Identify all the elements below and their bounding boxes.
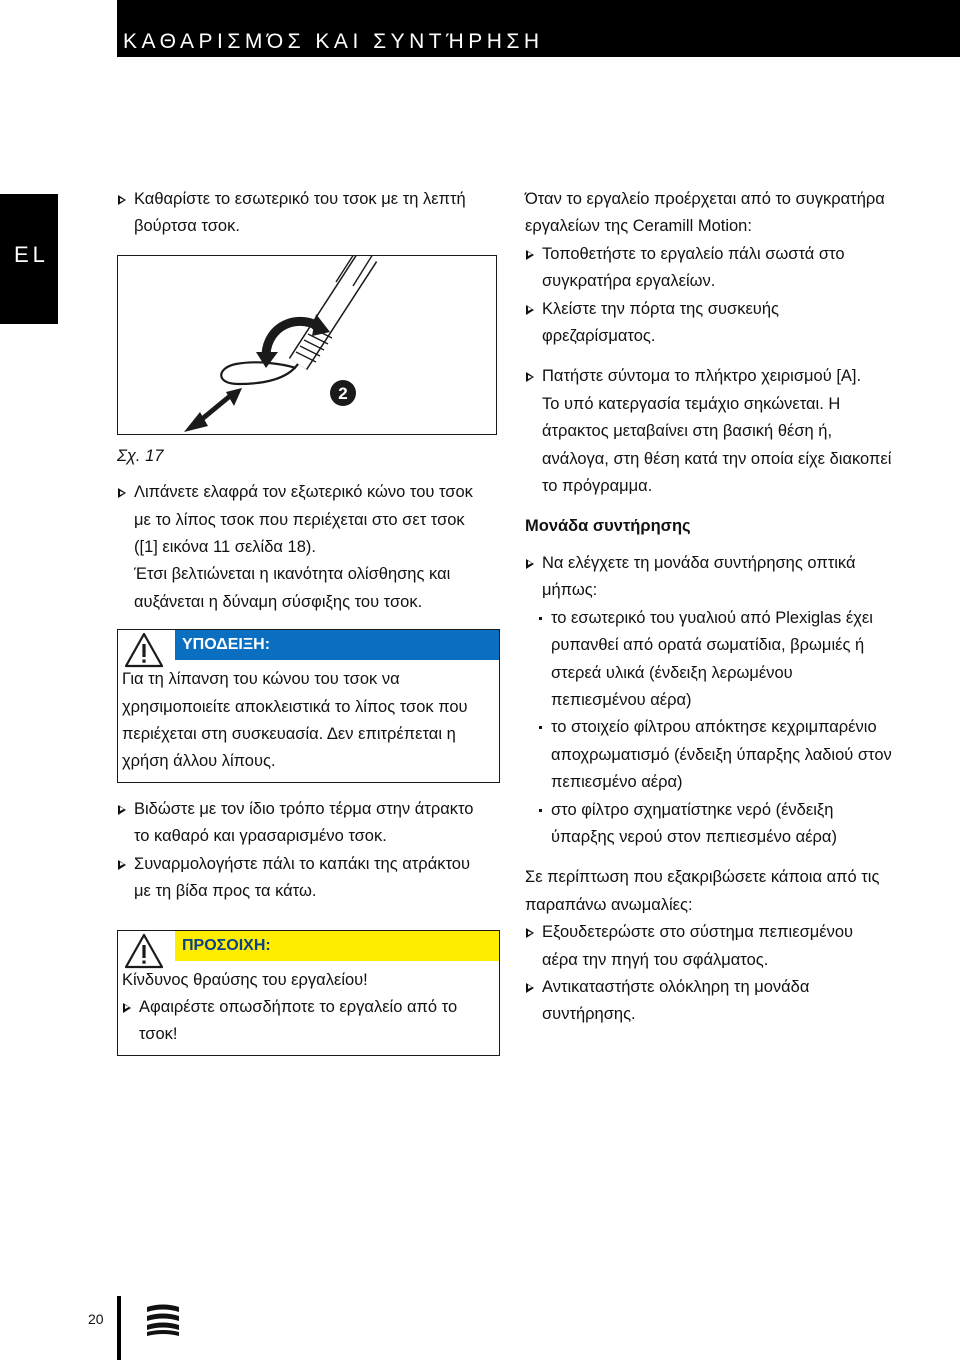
replace-bullet: Αντικαταστήστε ολόκληρη τη μονάδα συντήρησης.	[525, 974, 925, 1029]
figure-caption: Σχ. 17	[117, 446, 164, 465]
language-label: EL	[14, 242, 49, 267]
double-arrow-icon	[184, 388, 242, 432]
caution-bullet: Αφαιρέστε οπωσδήποτε το εργαλείο από το τσοκ!	[122, 994, 493, 1049]
grease-bullet: Λιπάνετε ελαφρά τον εξωτερικό κώνο του τσοκ με το λίπος τσοκ που περιέχεται στο σετ τσοκ ([1] εικόνα 11 σελίδα 18). Έτσι βελτιώνεται η ικανότητα ολίσθησης και αυξάνεται η δύναμη σύσφιξης του τσοκ.	[117, 479, 502, 616]
header-bar	[117, 0, 960, 57]
caution-line: Κίνδυνος θραύσης του εργαλείου!	[122, 970, 368, 989]
right-bullet-1: Τοποθετήστε το εργαλείο πάλι σωστά στο συγκρατήρα εργαλείων.	[525, 241, 925, 296]
figure-17	[117, 255, 497, 435]
hint-title: ΥΠΟΔΕΙΞΗ:	[175, 630, 499, 660]
vent-bullet: Εξουδετερώστε στο σύστημα πεπιεσμένου αέρα την πηγή του σφάλματος.	[525, 919, 925, 974]
sub-item: το εσωτερικό του γυαλιού από Plexiglas έχει ρυπανθεί από ορατά σωματίδια, βρωμιές ή στερεά υλικά (ένδειξη λερωμένου πεπιεσμένου αέρα)	[525, 605, 925, 715]
hint-box: ΥΠΟΔΕΙΞΗ: Για τη λίπανση του κώνου του τσοκ να χρησιμοποιείτε αποκλειστικά το λίπος τσοκ που περιέχεται στη συσκευασία. Δεν επιτρέπεται η χρήση άλλου λίπους.	[117, 629, 500, 783]
right-column: Όταν το εργαλείο προέρχεται από το συγκρατήρα εργαλείων της Ceramill Motion: Τοποθετήστε το εργαλείο πάλι σωστά στο συγκρατήρα εργαλείων. Κλείστε την πόρτα της συσκευής φρεζαρίσματος. Πατήστε σύντομα το πλήκτρο χειρισμού [A]. Το υπό κατεργασία τεμάχιο σηκώνεται. Η άτρακτος μεταβαίνει στη βασική θέση ή, ανάλογα, στη θέση κατά την οποία είχε διακοπεί το πρόγραμμα. Μονάδα συντήρησης Να ελέγχετε τη μονάδα συντήρησης οπτικά μήπως: το εσωτερικό του γυαλιού από Plexiglas έχει ρυπανθεί από ορατά σωματίδια, βρωμιές ή στερεά υλικά (ένδειξη λερωμένου πεπιεσμένου αέρα) το στοιχείο φίλτρου απόκτησε κεχριμπαρένιο αποχρωματισμό (ένδειξη ύπαρξης λαδιού στον πεπιεσμένο αέρα) στο φίλτρο σχηματίστηκε νερό (ένδειξη ύπαρξης νερού στον πεπιεσμένο αέρα) Σε περίπτωση που εξακριβώσετε κάποια από τις παραπάνω ανωμαλίες: Εξουδετερώστε στο σύστημα πεπιεσμένου αέρα την πηγή του σφάλματος. Αντικαταστήστε ολόκληρη τη μονάδα συντήρησης.	[525, 186, 925, 1029]
brush-loop-icon	[221, 362, 298, 384]
caution-title: ΠΡΟΣΟΙΧΗ:	[175, 931, 499, 961]
footer-rule	[117, 1296, 121, 1360]
right-bullet-3: Πατήστε σύντομα το πλήκτρο χειρισμού [A]. Το υπό κατεργασία τεμάχιο σηκώνεται. Η άτρακτος μεταβαίνει στη βασική θέση ή, ανάλογα, στη θέση κατά την οποία είχε διακοπεί το πρόγραμμα.	[525, 363, 925, 500]
sub-item: το στοιχείο φίλτρου απόκτησε κεχριμπαρένιο αποχρωματισμό (ένδειξη ύπαρξης λαδιού στον πεπιεσμένο αέρα)	[525, 714, 925, 796]
page-number: 20	[88, 1311, 104, 1327]
warning-triangle-icon	[124, 632, 164, 668]
screw-bullet: Βιδώστε με τον ίδιο τρόπο τέρμα στην άτρακτο το καθαρό και γρασαρισμένο τσοκ.	[117, 796, 502, 851]
page-title: ΚΑΘΑΡΙΣΜΌΣ ΚΑΙ ΣΥΝΤΉΡΗΣΗ	[123, 30, 544, 53]
sub-item: στο φίλτρο σχηματίστηκε νερό (ένδειξη ύπαρξης νερού στον πεπιεσμένο αέρα)	[525, 797, 925, 852]
left-column	[117, 186, 502, 1056]
intro-bullet: Καθαρίστε το εσωτερικό του τσοκ με τη λεπτή βούρτσα τσοκ.	[117, 186, 502, 241]
chuck-cleaning-illustration	[118, 256, 498, 436]
assemble-bullet: Συναρμολογήστε πάλι το καπάκι της ατράκτου με τη βίδα προς τα κάτω.	[117, 851, 502, 906]
figure-marker: 2	[338, 383, 348, 403]
language-tab	[0, 194, 58, 324]
check-bullet: Να ελέγχετε τη μονάδα συντήρησης οπτικά μήπως:	[525, 550, 925, 605]
right-bullet-2: Κλείστε την πόρτα της συσκευής φρεζαρίσματος.	[525, 296, 925, 351]
maintenance-heading: Μονάδα συντήρησης	[525, 517, 691, 536]
caution-box	[117, 930, 500, 1056]
warning-triangle-icon	[124, 933, 164, 969]
brand-stripes-logo-icon	[145, 1303, 181, 1337]
